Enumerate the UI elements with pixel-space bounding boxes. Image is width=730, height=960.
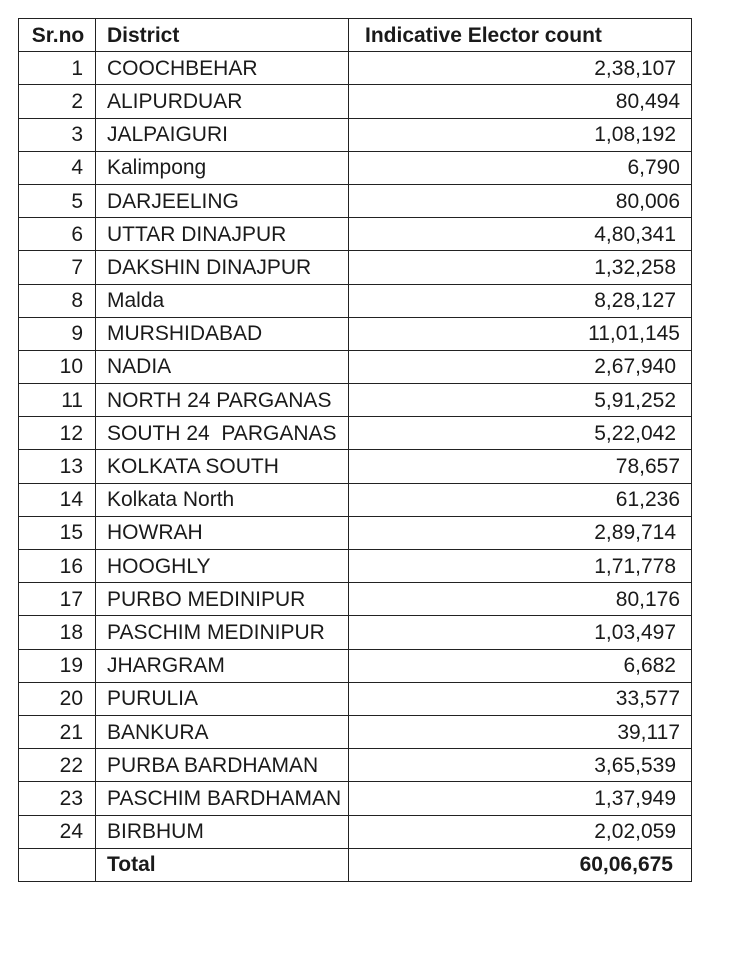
elector-count-cell: 4,80,341 (349, 218, 692, 251)
sr-no-cell: 2 (19, 85, 96, 118)
table-row (19, 483, 692, 516)
district-cell: PURBA BARDHAMAN (96, 749, 349, 782)
sr-no-cell: 13 (19, 450, 96, 483)
table-row (19, 450, 692, 483)
sr-no-cell: 23 (19, 782, 96, 815)
elector-count-cell: 1,37,949 (349, 782, 692, 815)
district-cell: JALPAIGURI (96, 118, 349, 151)
district-cell: PASCHIM MEDINIPUR (96, 616, 349, 649)
sr-no-cell: 11 (19, 384, 96, 417)
district-cell: BANKURA (96, 715, 349, 748)
table-row (19, 749, 692, 782)
sr-no-cell: 15 (19, 516, 96, 549)
table-header-row (19, 19, 692, 52)
district-cell: UTTAR DINAJPUR (96, 218, 349, 251)
table-row (19, 616, 692, 649)
sr-no-cell: 3 (19, 118, 96, 151)
elector-count-cell: 6,682 (349, 649, 692, 682)
sr-no-cell: 9 (19, 317, 96, 350)
elector-count-cell: 2,67,940 (349, 350, 692, 383)
elector-count-cell: 80,006 (349, 184, 692, 217)
table-body (19, 52, 692, 882)
district-cell: HOWRAH (96, 516, 349, 549)
sr-no-cell: 24 (19, 815, 96, 848)
elector-count-cell: 5,22,042 (349, 417, 692, 450)
elector-count-cell: 61,236 (349, 483, 692, 516)
elector-count-cell: 78,657 (349, 450, 692, 483)
district-cell: PURBO MEDINIPUR (96, 583, 349, 616)
district-cell: HOOGHLY (96, 550, 349, 583)
district-cell: NADIA (96, 350, 349, 383)
table-row (19, 350, 692, 383)
district-cell: PASCHIM BARDHAMAN (96, 782, 349, 815)
elector-count-cell: 2,02,059 (349, 815, 692, 848)
elector-count-cell: 6,790 (349, 151, 692, 184)
elector-count-cell: 2,38,107 (349, 52, 692, 85)
elector-count-cell: 1,71,778 (349, 550, 692, 583)
district-cell: MURSHIDABAD (96, 317, 349, 350)
district-cell: DAKSHIN DINAJPUR (96, 251, 349, 284)
district-cell: JHARGRAM (96, 649, 349, 682)
sr-no-cell: 12 (19, 417, 96, 450)
sr-no-cell: 4 (19, 151, 96, 184)
table-row (19, 384, 692, 417)
elector-count-cell: 1,32,258 (349, 251, 692, 284)
total-count: 60,06,675 (349, 848, 692, 881)
elector-count-cell: 1,03,497 (349, 616, 692, 649)
table-row (19, 317, 692, 350)
elector-count-cell: 3,65,539 (349, 749, 692, 782)
district-cell: Kolkata North (96, 483, 349, 516)
table-row (19, 151, 692, 184)
total-sr-cell (19, 848, 96, 881)
elector-count-cell: 33,577 (349, 682, 692, 715)
table-row (19, 85, 692, 118)
table-row (19, 184, 692, 217)
table-row (19, 550, 692, 583)
sr-no-cell: 6 (19, 218, 96, 251)
table-row (19, 218, 692, 251)
district-cell: Kalimpong (96, 151, 349, 184)
sr-no-cell: 7 (19, 251, 96, 284)
district-cell: BIRBHUM (96, 815, 349, 848)
district-cell: DARJEELING (96, 184, 349, 217)
district-cell: KOLKATA SOUTH (96, 450, 349, 483)
table-row (19, 782, 692, 815)
total-label: Total (96, 848, 349, 881)
district-cell: COOCHBEHAR (96, 52, 349, 85)
table-row (19, 815, 692, 848)
table-row (19, 251, 692, 284)
elector-count-cell: 80,494 (349, 85, 692, 118)
table-row (19, 682, 692, 715)
district-cell: Malda (96, 284, 349, 317)
sr-no-cell: 22 (19, 749, 96, 782)
sr-no-cell: 17 (19, 583, 96, 616)
table-row (19, 583, 692, 616)
sr-no-cell: 8 (19, 284, 96, 317)
district-cell: SOUTH 24 PARGANAS (96, 417, 349, 450)
sr-no-cell: 20 (19, 682, 96, 715)
table-row (19, 516, 692, 549)
sr-no-cell: 18 (19, 616, 96, 649)
table-row (19, 118, 692, 151)
table-row (19, 715, 692, 748)
elector-count-table (18, 18, 692, 882)
header-district: District (96, 19, 349, 52)
elector-count-cell: 39,117 (349, 715, 692, 748)
sr-no-cell: 1 (19, 52, 96, 85)
table-row (19, 649, 692, 682)
table-row (19, 52, 692, 85)
table-row (19, 417, 692, 450)
sr-no-cell: 16 (19, 550, 96, 583)
header-sr-no: Sr.no (19, 19, 96, 52)
table-row (19, 284, 692, 317)
elector-count-cell: 2,89,714 (349, 516, 692, 549)
total-row (19, 848, 692, 881)
sr-no-cell: 21 (19, 715, 96, 748)
district-cell: ALIPURDUAR (96, 85, 349, 118)
sr-no-cell: 19 (19, 649, 96, 682)
sr-no-cell: 14 (19, 483, 96, 516)
header-elector-count: Indicative Elector count (349, 19, 692, 52)
elector-count-cell: 1,08,192 (349, 118, 692, 151)
elector-count-cell: 5,91,252 (349, 384, 692, 417)
sr-no-cell: 5 (19, 184, 96, 217)
elector-count-cell: 8,28,127 (349, 284, 692, 317)
elector-count-cell: 80,176 (349, 583, 692, 616)
elector-count-cell: 11,01,145 (349, 317, 692, 350)
district-cell: NORTH 24 PARGANAS (96, 384, 349, 417)
district-cell: PURULIA (96, 682, 349, 715)
sr-no-cell: 10 (19, 350, 96, 383)
